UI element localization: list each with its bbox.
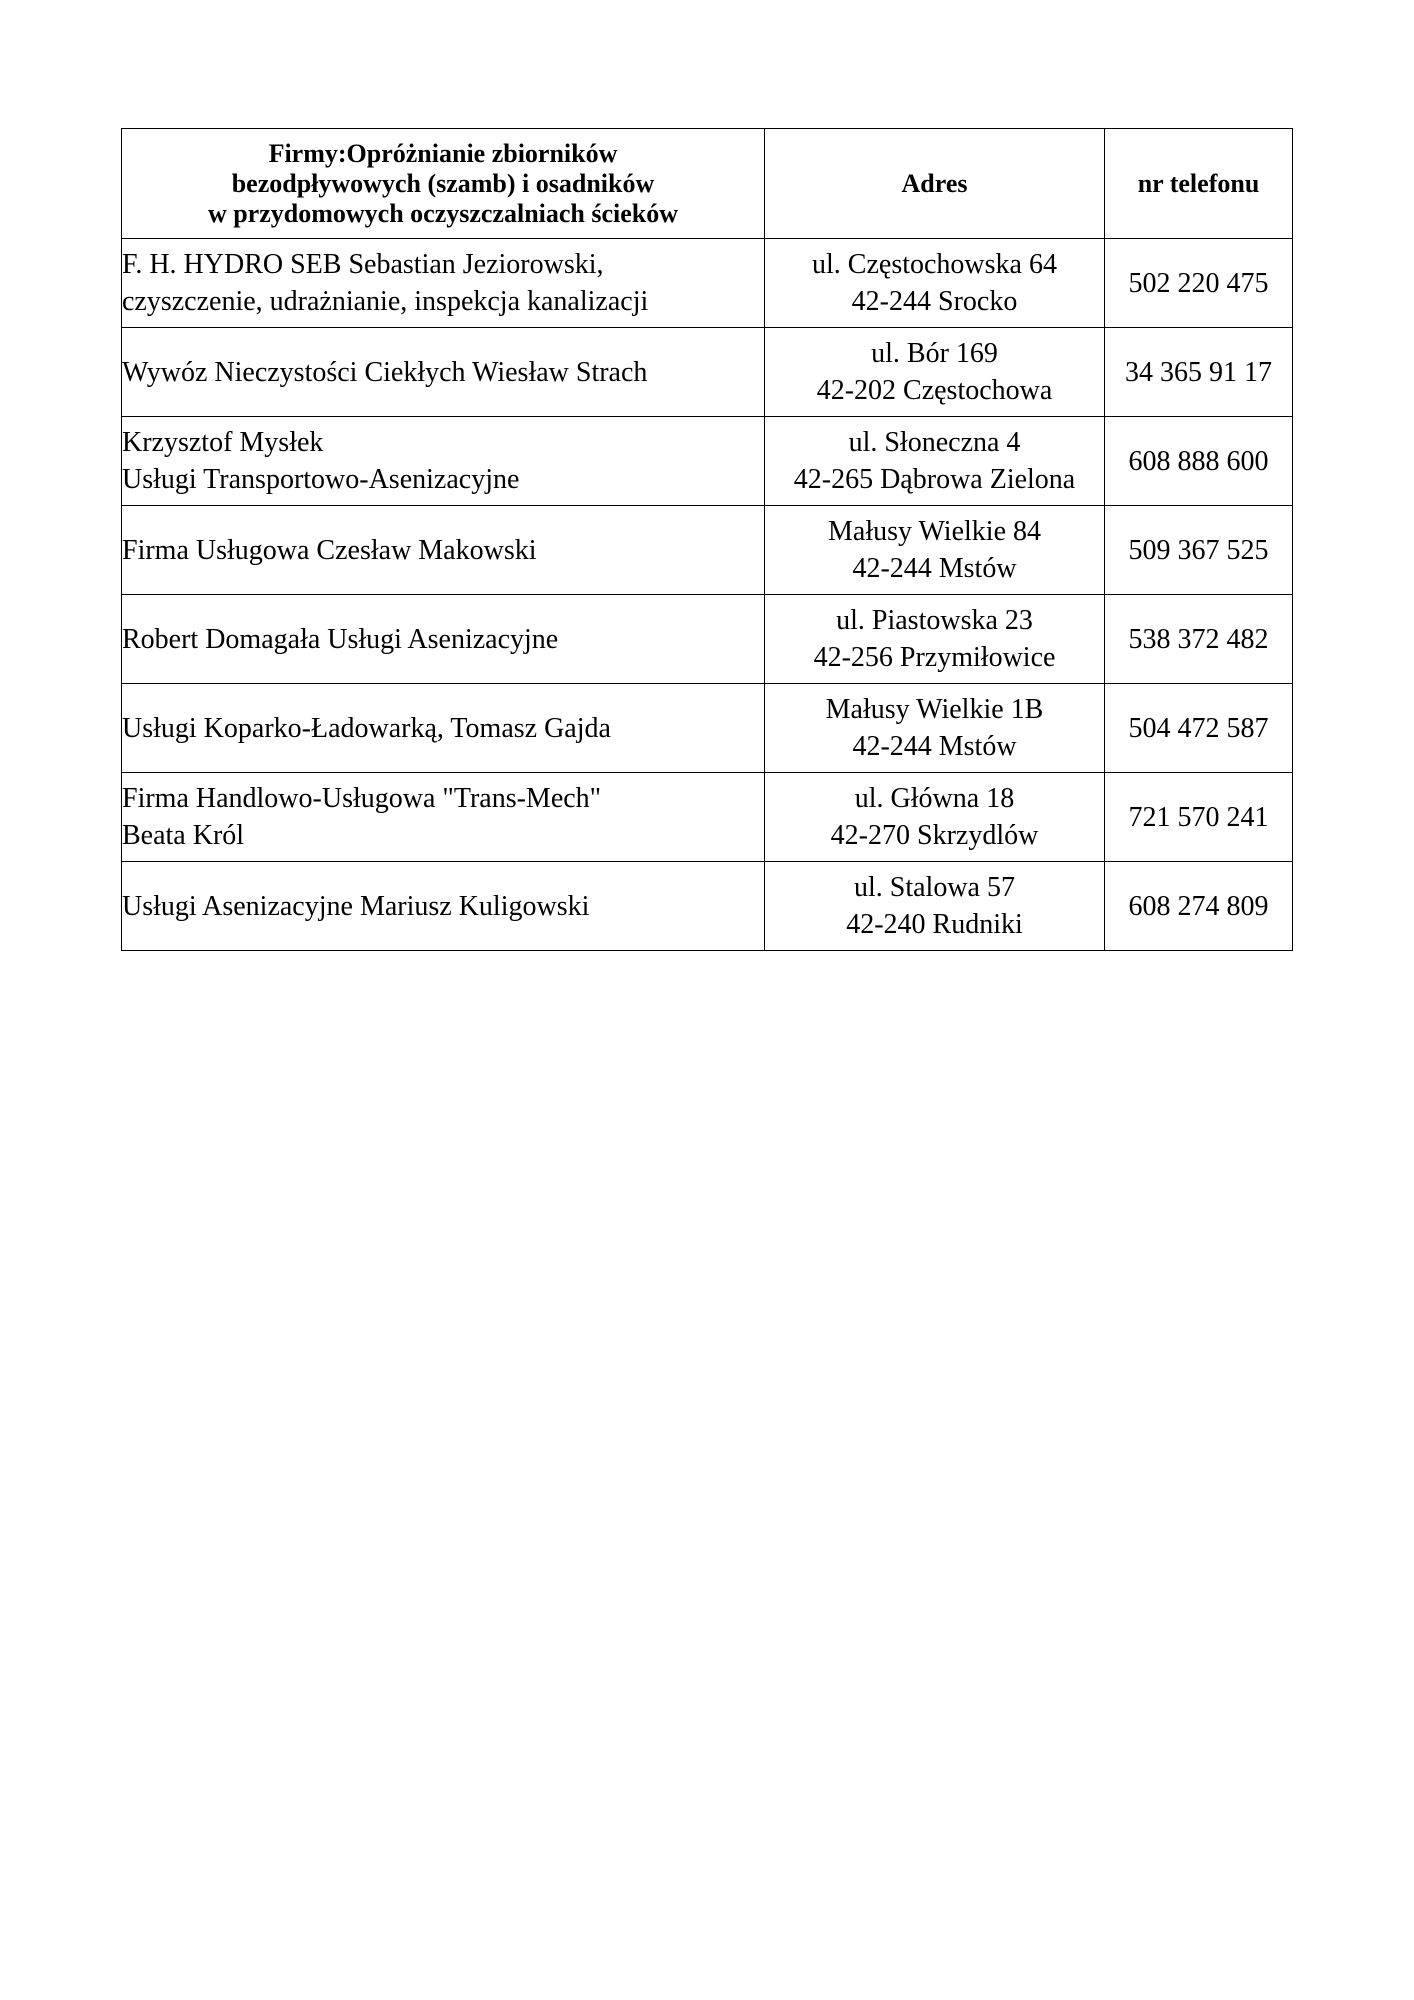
firm-name-line: Firma Usługowa Czesław Makowski [122,534,537,566]
firm-name-cell [122,239,765,328]
address-cell [765,239,1105,328]
phone-cell: 608 888 600 [1105,417,1293,506]
header-firms [122,129,765,239]
address-line: 42-202 Częstochowa [816,375,1053,406]
address-line: 42-265 Dąbrowa Zielona [793,464,1076,495]
firm-name-line: Krzysztof Mysłek [122,427,324,458]
address-cell [765,684,1105,773]
firm-name-cell [122,684,765,773]
address-cell [765,595,1105,684]
phone-cell: 538 372 482 [1105,595,1293,684]
address-line: ul. Bór 169 [871,338,998,369]
address-line: Małusy Wielkie 84 [828,516,1041,547]
firms-table [121,128,1293,951]
header-phone: nr telefonu [1105,129,1293,239]
address-cell [765,862,1105,951]
header-firms-line: w przydomowych oczyszczalniach ścieków [207,198,679,228]
table-row [122,862,1293,951]
firm-name-cell [122,506,765,595]
address-line: ul. Główna 18 [854,783,1015,814]
phone-cell: 34 365 91 17 [1105,328,1293,417]
address-line: 42-256 Przymiłowice [813,642,1056,673]
address-line: 42-244 Mstów [852,731,1017,762]
header-firms-line: bezodpływowych (szamb) i osadników [231,168,655,198]
firm-name-cell [122,417,765,506]
phone-cell: 509 367 525 [1105,506,1293,595]
table-row [122,595,1293,684]
firm-name-cell [122,328,765,417]
firm-name-line: Firma Handlowo-Usługowa "Trans-Mech" [122,783,602,814]
table-row [122,773,1293,862]
firm-name-line: Robert Domagała Usługi Asenizacyjne [122,623,559,655]
address-cell [765,773,1105,862]
address-line: 42-244 Srocko [851,286,1018,317]
firm-name-line: Usługi Koparko-Ładowarką, Tomasz Gajda [122,712,611,744]
address-line: 42-244 Mstów [852,553,1017,584]
table-row [122,506,1293,595]
phone-cell: 504 472 587 [1105,684,1293,773]
address-cell [765,328,1105,417]
table-row [122,328,1293,417]
phone-cell: 721 570 241 [1105,773,1293,862]
address-line: ul. Piastowska 23 [836,605,1033,636]
phone-cell: 608 274 809 [1105,862,1293,951]
firm-name-line: Beata Król [122,820,245,851]
firm-name-cell [122,862,765,951]
address-line: ul. Częstochowska 64 [812,249,1057,280]
address-line: 42-240 Rudniki [846,909,1023,940]
phone-cell: 502 220 475 [1105,239,1293,328]
firm-name-line: czyszczenie, udrażnianie, inspekcja kanalizacji [122,286,649,317]
address-cell [765,506,1105,595]
table-header-row [122,129,1293,239]
address-line: ul. Stalowa 57 [854,872,1015,903]
table-row [122,417,1293,506]
firm-name-cell [122,773,765,862]
header-address: Adres [765,129,1105,239]
table-row [122,684,1293,773]
address-line: ul. Słoneczna 4 [848,427,1021,458]
address-line: 42-270 Skrzydlów [830,820,1039,851]
firm-name-line: Usługi Transportowo-Asenizacyjne [122,464,520,495]
address-line: Małusy Wielkie 1B [825,694,1044,725]
table-row [122,239,1293,328]
firm-name-line: Wywóz Nieczystości Ciekłych Wiesław Strach [122,356,648,388]
firm-name-cell [122,595,765,684]
header-firms-line: Firmy:Opróżnianie zbiorników [268,138,618,168]
firm-name-line: Usługi Asenizacyjne Mariusz Kuligowski [122,890,590,922]
firm-name-line: F. H. HYDRO SEB Sebastian Jeziorowski, [122,249,604,280]
address-cell [765,417,1105,506]
